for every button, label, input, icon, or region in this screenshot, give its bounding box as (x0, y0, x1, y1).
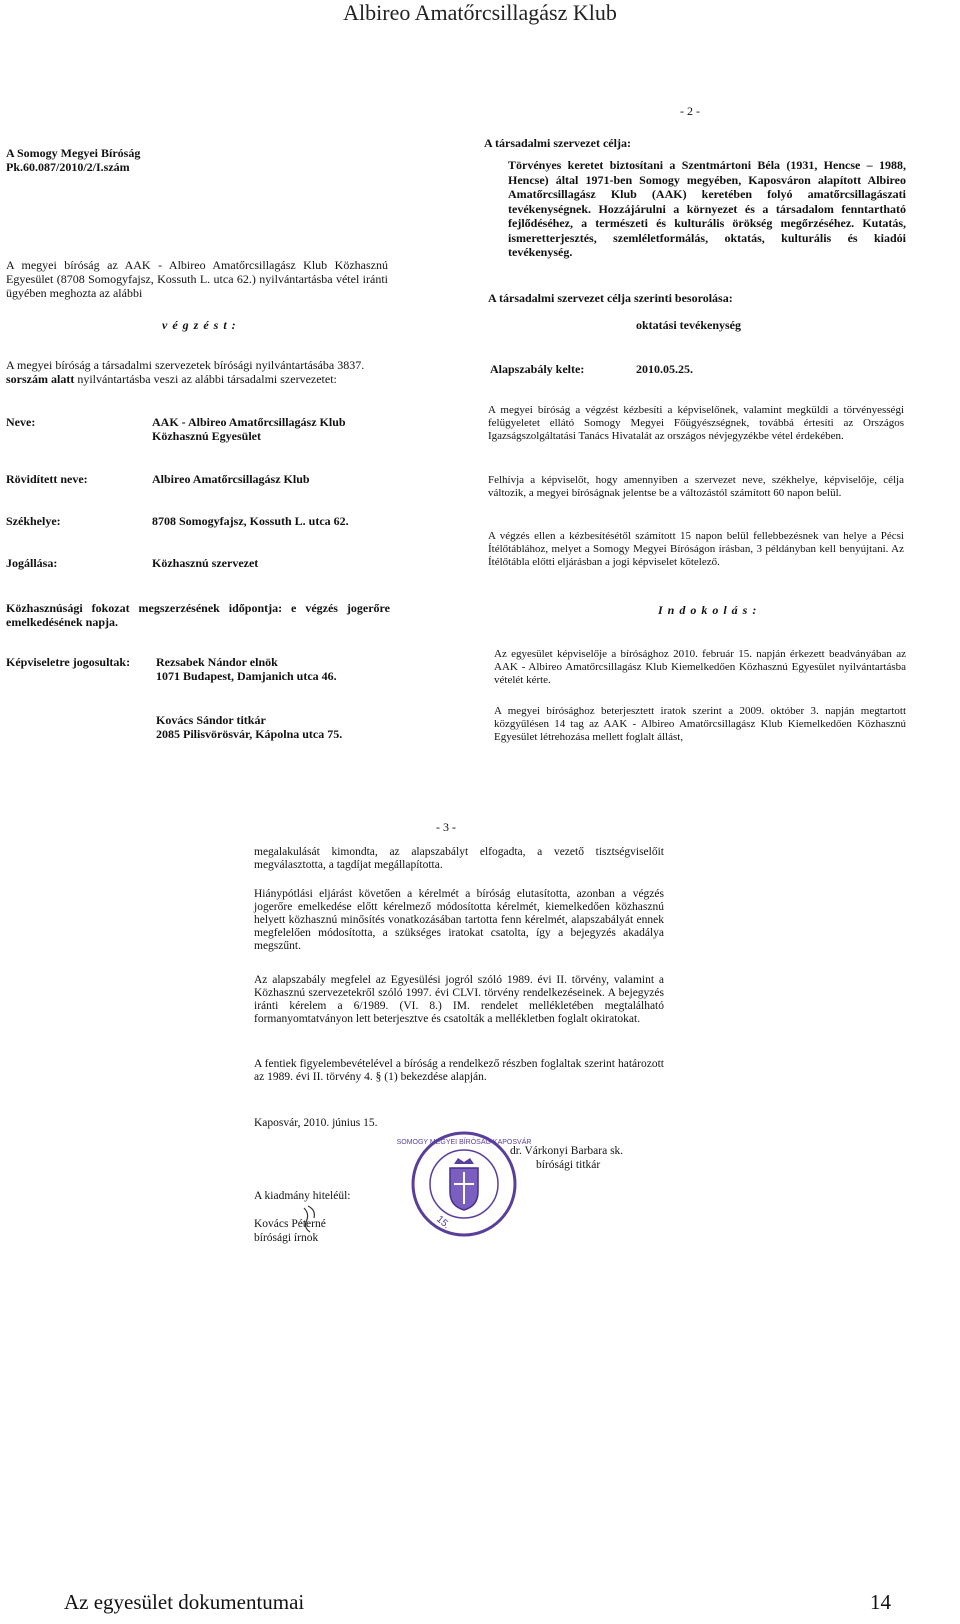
footer-section-title: Az egyesület dokumentumai (64, 1590, 305, 1614)
certified-label: A kiadmány hiteléül: (254, 1190, 351, 1202)
page3-paragraph-3: Az alapszabály megfelel az Egyesülési jogról szóló 1989. évi II. törvény, valamint a Közhasznú szervezetekről szóló 1997. évi CLVI. törvény rendelkezéseinek. A bejegyzés iránti kérelem a 6/1989. (VI. 8.) IM. rendelet mellékletében megtalálható formanyomtatványon lett beterjesztve és csatolták a mellékletben foglalt okiratokat. (254, 974, 664, 1025)
registry-line-2-rest: nyilvántartásba veszi az alábbi társadalmi szervezetet: (74, 372, 337, 386)
rep2-address: 2085 Pilisvörösvár, Kápolna utca 75. (156, 727, 343, 741)
judge-name: dr. Várkonyi Barbara sk. (510, 1145, 624, 1157)
page-3-number: - 3 - (436, 820, 456, 834)
statute-date-label: Alapszabály kelte: (490, 362, 585, 376)
clerk-name: Kovács Péterné (254, 1218, 326, 1230)
registry-line-2 (6, 372, 408, 386)
field-label-status: Jogállása: (6, 556, 58, 570)
stamp-text: SOMOGY MEGYEI BÍRÓSÁG KAPOSVÁR (396, 1139, 532, 1146)
field-value-seat: 8708 Somogyfajsz, Kossuth L. utca 62. (152, 514, 349, 528)
public-benefit-paragraph: Közhasznúsági fokozat megszerzésének időpontja: e végzés jogerőre emelkedésének napja. (6, 601, 390, 629)
rep1-address: 1071 Budapest, Damjanich utca 46. (156, 669, 337, 683)
registry-line-2-bold: sorszám alatt (6, 372, 75, 386)
court-seal-icon (396, 1130, 532, 1238)
court-seal-stamp (396, 1130, 532, 1238)
page3-paragraph-1: megalakulását kimondta, az alapszabályt elfogadta, a vezető tisztségviselőit megválasztotta, a tagdíjat megállapította. (254, 846, 664, 871)
place-and-date: Kaposvár, 2010. június 15. (254, 1117, 378, 1129)
clerk-signature-icon (296, 1204, 324, 1234)
goal-text: Törvényes keretet biztosítani a Szentmártoni Béla (1931, Hencse – 1988, Hencse) által 1971-ben Somogy megyében, Kaposváron alapított Albireo Amatőrcsillagász Klub (AAK) keretében folyó amatőrcsillagászati tevékenységnek. Hozzájárulni a környezet és a társadalom fenntartható fejlődéséhez, a természeti és kulturális örökség megőrzéséhez. Kutatás, ismeretterjesztés, szemléletformálás, oktatás, kulturális és kiadói tevékenység. (508, 158, 906, 259)
page-header-title: Albireo Amatőrcsillagász Klub (343, 0, 617, 25)
field-value-name: AAK - Albireo Amatőrcsillagász Klub Közhasznú Egyesület (152, 415, 346, 443)
footer-page-number: 14 (870, 1590, 891, 1614)
rep1-name: Rezsabek Nándor elnök (156, 655, 278, 669)
reasoning-heading: I n d o k o l á s : (658, 603, 758, 617)
court-name: A Somogy Megyei Bíróság (6, 146, 141, 160)
clerk-title: bírósági írnok (254, 1232, 319, 1244)
statute-date-value: 2010.05.25. (636, 362, 693, 376)
field-label-short-name: Rövidített neve: (6, 472, 88, 486)
representatives-label: Képviseletre jogosultak: (6, 655, 131, 669)
goal-title: A társadalmi szervezet célja: (484, 136, 631, 150)
vegzest-heading: v é g z é s t : (162, 318, 237, 332)
classification-title: A társadalmi szervezet célja szerinti besorolása: (488, 291, 733, 305)
field-label-seat: Székhelye: (6, 514, 61, 528)
rep2-name: Kovács Sándor titkár (156, 713, 266, 727)
registry-line-1: A megyei bíróság a társadalmi szervezetek bírósági nyilvántartásába 3837. (6, 358, 365, 372)
stamp-number: 15. (434, 1213, 452, 1232)
judge-title: bírósági titkár (536, 1159, 601, 1171)
reasoning-paragraph-1: Az egyesület képviselője a bírósághoz 2010. február 15. napján érkezett beadványában az AAK - Albireo Amatőrcsillagász Klub Kiemelkedően Közhasznú Egyesület nyilvántartásba vételét kérte. (494, 648, 906, 686)
classification-value: oktatási tevékenység (636, 318, 741, 332)
page-2-number: - 2 - (680, 104, 700, 118)
field-value-status: Közhasznú szervezet (152, 556, 259, 570)
delivery-paragraph: A megyei bíróság a végzést kézbesíti a képviselőnek, valamint megküldi a törvényességi felügyeletet ellátó Somogy Megyei Főügyészségnek, továbbá értesíti az Országos Igazságszolgáltatási Tanács Hivatalát az országos névjegyzékbe vétel érdekében. (488, 404, 904, 442)
page3-paragraph-4: A fentiek figyelembevételével a bíróság a rendelkező részben foglaltak szerint határozott az 1989. évi II. törvény 4. § (1) bekezdése alapján. (254, 1058, 664, 1083)
field-value-short-name: Albireo Amatőrcsillagász Klub (152, 472, 310, 486)
reasoning-paragraph-2: A megyei bírósághoz beterjesztett iratok szerint a 2009. október 3. napján megtartott közgyűlésen 14 tag az AAK - Albireo Amatőrcsillagász Klub Kiemelkedően Közhasznú Egyesület létrehozása mellett foglalt állást, (494, 705, 906, 743)
field-label-name: Neve: (6, 415, 36, 429)
appeal-paragraph: A végzés ellen a kézbesítésétől számított 15 napon belül fellebbezésnek van helye a Pécsi Ítélőtáblához, melyet a Somogy Megyei Bíróságon írásban, 3 példányban kell benyújtani. Az Ítélőtábla előtti eljárásban a jogi képviselet kötelező. (488, 530, 904, 568)
case-number: Pk.60.087/2010/2/I.szám (6, 160, 130, 174)
change-notice-paragraph: Felhívja a képviselőt, hogy amennyiben a szervezet neve, székhelye, képviselője, célja változik, a megyei bíróságnak jelentse be a változástól számított 60 napon belül. (488, 474, 904, 499)
page3-paragraph-2: Hiánypótlási eljárást követően a kérelmét a bíróság elutasította, azonban a végzés jogerőre emelkedése előtt kérelmező módosította kérelmét, kiemelkedően közhasznú helyett közhasznú minősítés vonatkozásában tartotta fenn kérelmét, alapszabályát ennek megfelelően módosította, a szükséges iratokat csatolta, így a bejegyzés akadálya megszűnt. (254, 888, 664, 952)
intro-paragraph: A megyei bíróság az AAK - Albireo Amatőrcsillagász Klub Közhasznú Egyesület (8708 Somogyfajsz, Kossuth L. utca 62.) nyilvántartásba vétel iránti ügyében meghozta az alábbi (6, 258, 388, 300)
